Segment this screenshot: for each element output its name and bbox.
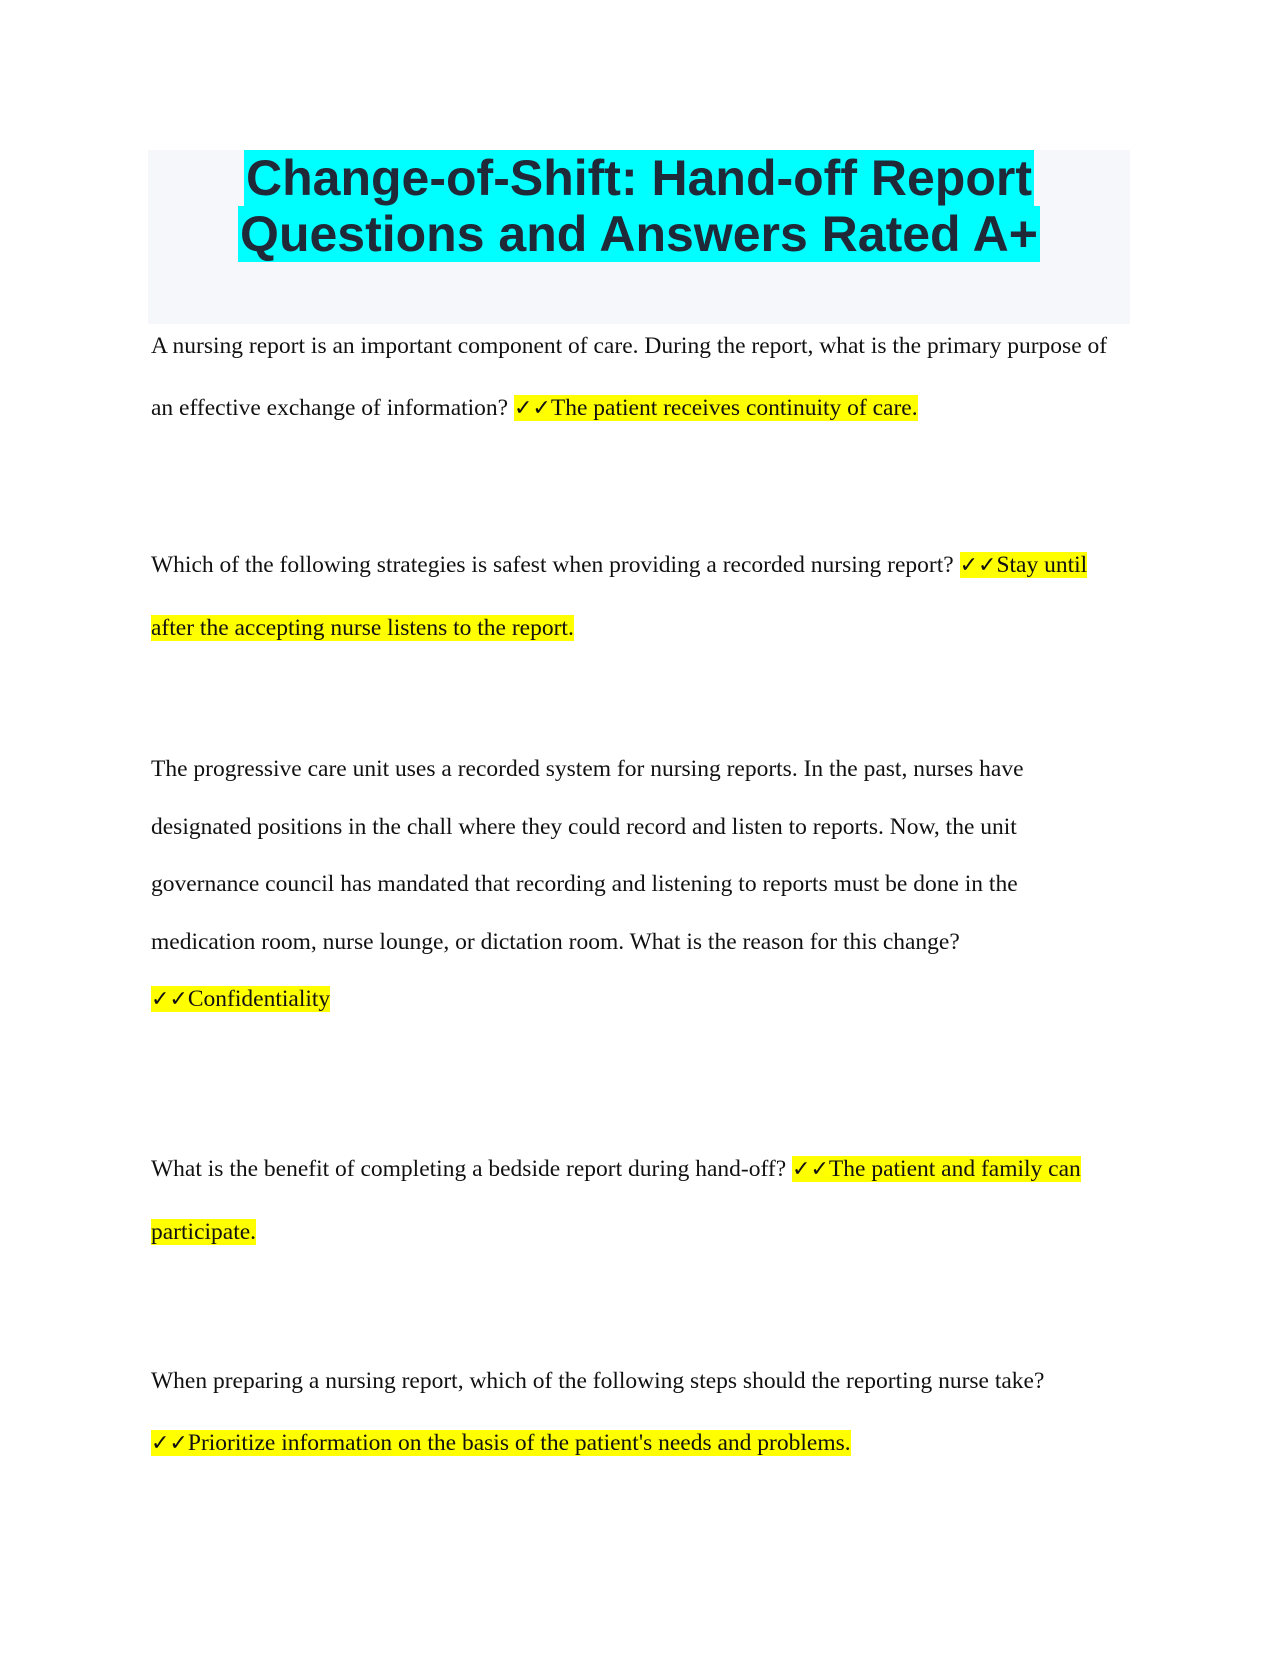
qa-item-3 <box>151 741 1111 1029</box>
title-line-2: Questions and Answers Rated A+ <box>240 206 1038 262</box>
answer-text: The patient and family can participate. <box>151 1156 1081 1245</box>
qa-item-2 <box>151 534 1111 659</box>
qa-item-5 <box>151 1350 1111 1475</box>
check-icon: ✓✓ <box>151 987 188 1012</box>
question-text: The progressive care unit uses a recorded system for nursing reports. In the past, nurses have designated positions in the chall where they could record and listen to reports. Now, the unit governance council has mandated that recording and listening to reports must be done in the medication room, nurse lounge, or dictation room. What is the reason for this change? <box>151 756 1024 955</box>
answer-highlight <box>151 1430 851 1456</box>
answer-text: Confidentiality <box>187 986 331 1012</box>
answer-highlight <box>151 986 330 1012</box>
qa-item-1 <box>151 315 1111 440</box>
answer-text: Stay until after the accepting nurse listens to the report. <box>151 552 1088 641</box>
question-text: Which of the following strategies is safest when providing a recorded nursing report? <box>151 552 954 578</box>
check-icon: ✓✓ <box>514 396 551 421</box>
qa-item-4 <box>151 1138 1111 1263</box>
question-text: What is the benefit of completing a bedside report during hand-off? <box>151 1156 787 1182</box>
answer-highlight <box>514 395 918 421</box>
question-text: A nursing report is an important component of care. During the report, what is the primary purpose of an effective exchange of information? <box>151 333 1108 421</box>
check-icon: ✓✓ <box>959 553 997 578</box>
title-line-1: Change-of-Shift: Hand-off Report <box>246 150 1032 206</box>
check-icon: ✓✓ <box>792 1157 829 1182</box>
question-text: When preparing a nursing report, which of the following steps should the reporting nurse take? <box>151 1368 1045 1394</box>
check-icon: ✓✓ <box>151 1431 188 1456</box>
answer-text: Prioritize information on the basis of the patient's needs and problems. <box>187 1430 851 1456</box>
answer-text: The patient receives continuity of care. <box>550 395 918 421</box>
document-title <box>148 150 1130 324</box>
